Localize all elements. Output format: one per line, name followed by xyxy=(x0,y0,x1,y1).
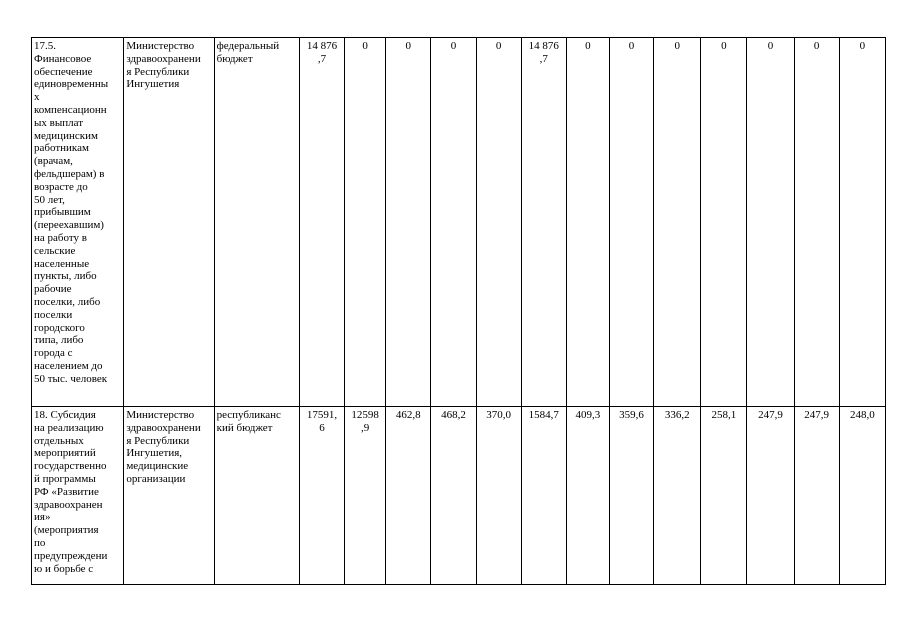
value-cell: 17591, 6 xyxy=(299,407,344,585)
executor-cell: Министерство здравоохранени я Республики Ингушетия, медицинские организации xyxy=(124,407,214,585)
measure-name-cell: 17.5. Финансовое обеспечение единовременны х компенсационн ых выплат медицинским работникам (врачам, фельдшерам) в возрасте до 50 лет, прибывшим (переехавшим) на работу в сельские населенные пункты, либо рабочие поселки, либо поселки городского типа, либо города с населением до 50 тыс. человек xyxy=(32,38,124,407)
funding-source-cell: республиканс кий бюджет xyxy=(214,407,299,585)
executor-cell: Министерство здравоохранени я Республики Ингушетия xyxy=(124,38,214,407)
value-cell: 247,9 xyxy=(794,407,839,585)
value-cell: 1584,7 xyxy=(521,407,566,585)
table-row xyxy=(32,407,886,585)
budget-table xyxy=(31,37,886,585)
value-cell: 248,0 xyxy=(839,407,885,585)
value-cell: 0 xyxy=(701,38,747,407)
value-cell: 468,2 xyxy=(431,407,476,585)
value-cell: 247,9 xyxy=(747,407,794,585)
value-cell: 359,6 xyxy=(609,407,653,585)
value-cell: 462,8 xyxy=(386,407,431,585)
value-cell: 14 876 ,7 xyxy=(299,38,344,407)
value-cell: 14 876 ,7 xyxy=(521,38,566,407)
value-cell: 0 xyxy=(839,38,885,407)
value-cell: 0 xyxy=(654,38,701,407)
value-cell: 0 xyxy=(386,38,431,407)
value-cell: 409,3 xyxy=(566,407,609,585)
value-cell: 370,0 xyxy=(476,407,521,585)
value-cell: 0 xyxy=(794,38,839,407)
value-cell: 0 xyxy=(566,38,609,407)
value-cell: 0 xyxy=(476,38,521,407)
value-cell: 336,2 xyxy=(654,407,701,585)
measure-name-cell: 18. Субсидия на реализацию отдельных мероприятий государственно й программы РФ «Развитие здравоохранен ия» (мероприятия по предупреждени ю и борьбе с xyxy=(32,407,124,585)
funding-source-cell: федеральный бюджет xyxy=(214,38,299,407)
value-cell: 0 xyxy=(609,38,653,407)
table-row xyxy=(32,38,886,407)
value-cell: 0 xyxy=(431,38,476,407)
value-cell: 258,1 xyxy=(701,407,747,585)
value-cell: 12598 ,9 xyxy=(345,407,386,585)
value-cell: 0 xyxy=(747,38,794,407)
value-cell: 0 xyxy=(345,38,386,407)
